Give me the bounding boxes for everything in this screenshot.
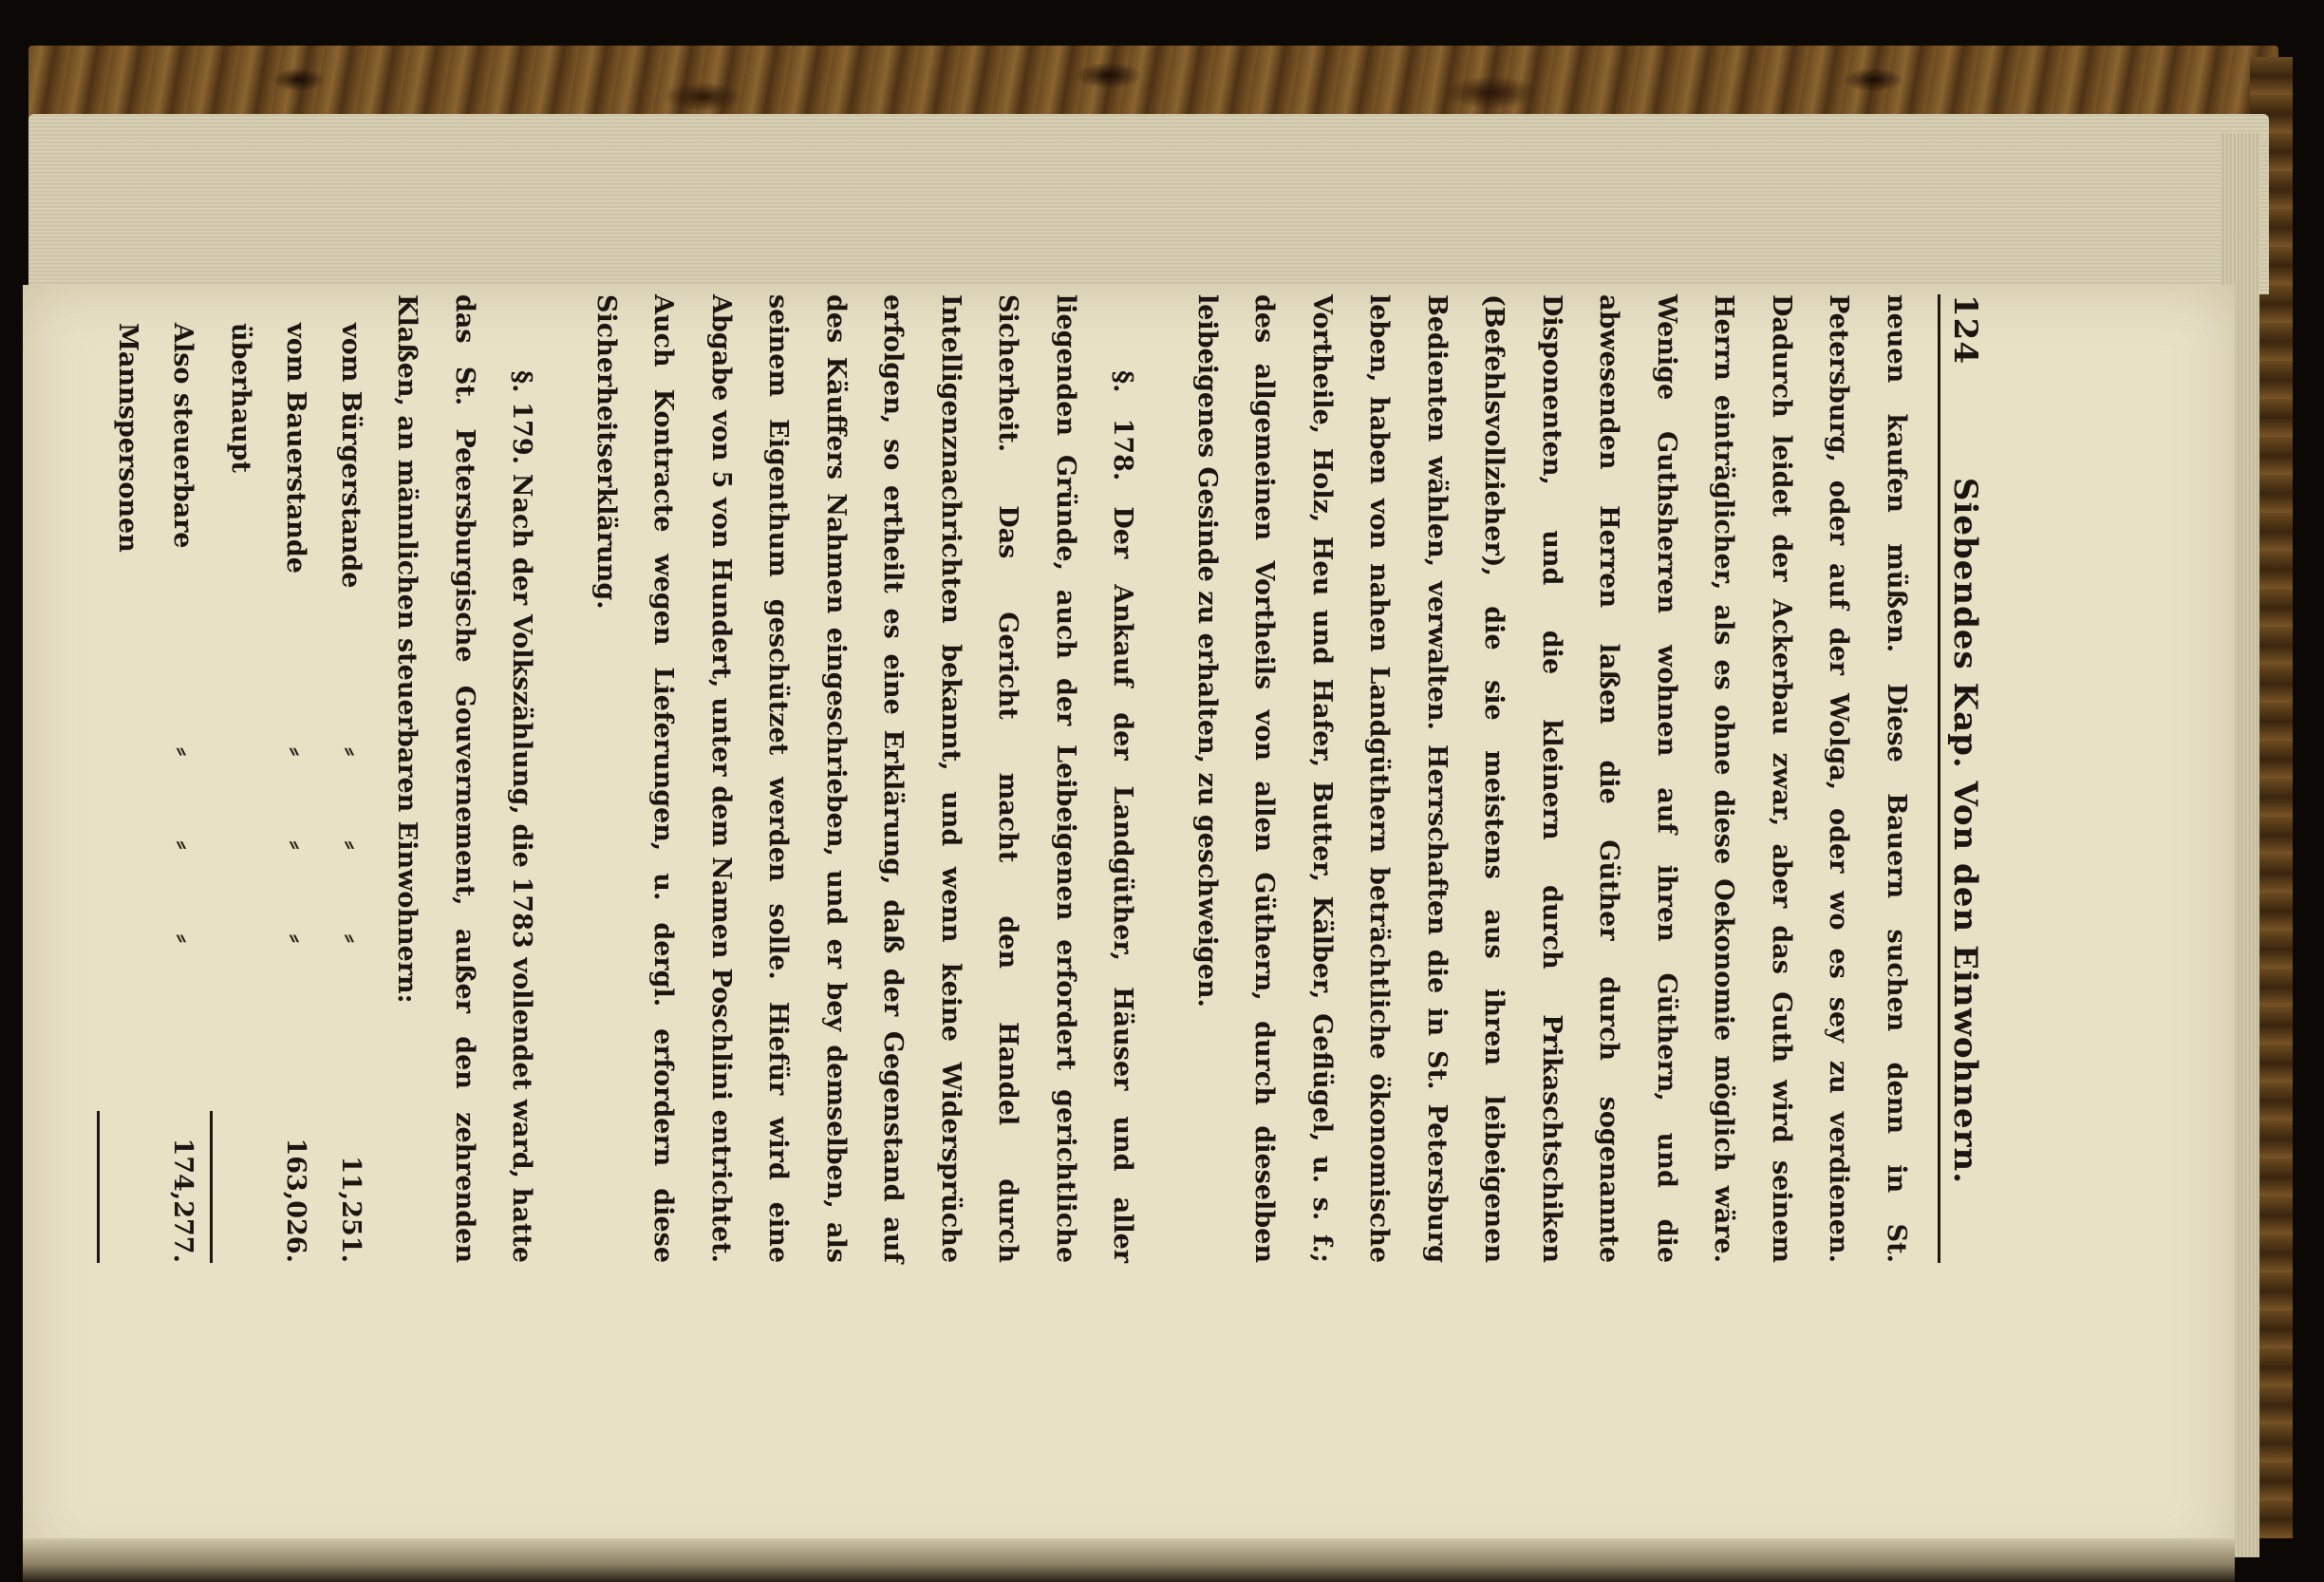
paragraph-179: §. 179. Nach der Volkszählung, die 1783 vollendet ward, hatte das St. Petersburgische Gouvernement, außer den zehrenden Klaßen, an männlichen steuerbaren Einwohnern:	[392, 294, 537, 1263]
paragraph-178: §. 178. Der Ankauf der Landgüther, Häuser und aller liegenden Gründe, auch der Leibeigenen erfordert gerichtliche Sicherheit. Das Gericht macht den Handel durch Intelligenznachrichten bekannt, und wenn keine Widersprüche erfolgen, so ertheilt es eine Erklärung, daß der Gegenstand auf des Käuffers Nahmen eingeschrieben, und er bey demselben, als seinem Eigenthum geschützet werden solle. Hiefür wird eine Abgabe von 5 von Hundert, unter dem Namen Poschlini entrichtet. Auch Kontracte wegen Lieferungen, u. dergl. erfordern diese Sicherheitserklärung.	[591, 294, 1138, 1263]
census-value: 163,026.	[281, 1138, 310, 1263]
census-total-value: 174,277.	[168, 1138, 197, 1263]
page-text	[113, 294, 1984, 1263]
census-row	[213, 294, 323, 1263]
page-edges	[28, 114, 2269, 294]
page-header	[1938, 294, 1984, 1263]
leader-dots: ⸗ ⸗ ⸗	[281, 747, 310, 981]
census-total-row	[100, 294, 210, 1263]
paragraph-continued: neuen kaufen müßen. Diese Bauern suchen denn in St. Petersburg, oder auf der Wolga, oder wo es sey zu verdienen. Dadurch leidet der Ackerbau zwar, aber das Guth wird seinem Herrn einträglicher, als es ohne diese Oekonomie möglich wäre. Wenige Guthsherren wohnen auf ihren Güthern, und die abwesenden Herren laßen die Güther durch sogenannte Disponenten, und die kleinern durch Prikaschtschiken (Befehlsvollzieher), die sie meistens aus ihren leibeigenen Bedienten wählen, verwalten. Herrschaften die in St. Petersburg leben, haben von nahen Landgüthern beträchtliche ökonomische Vortheile, Holz, Heu und Hafer, Butter, Kälber, Geflügel, u. s. f.; des allgemeinen Vortheils von allen Güthern, durch dieselben leibeigenes Gesinde zu erhalten, zu geschweigen.	[1192, 294, 1911, 1263]
page-gutter	[23, 1538, 2235, 1582]
leader-dots: ⸗ ⸗ ⸗	[336, 747, 365, 981]
census-label: vom Bürgerstande	[336, 323, 365, 589]
leader-dots: ⸗ ⸗ ⸗	[168, 747, 197, 981]
running-head: Siebendes Kap. Von den Einwohnern.	[1946, 477, 1984, 1185]
census-label: vom Bauerstande überhaupt	[226, 323, 310, 574]
census-row	[323, 294, 378, 1263]
census-table	[97, 294, 378, 1263]
page-number: 124	[1946, 294, 1984, 365]
census-value: 11,251.	[336, 1156, 365, 1263]
census-total-label: Also steuerbare Mannspersonen	[113, 323, 197, 553]
